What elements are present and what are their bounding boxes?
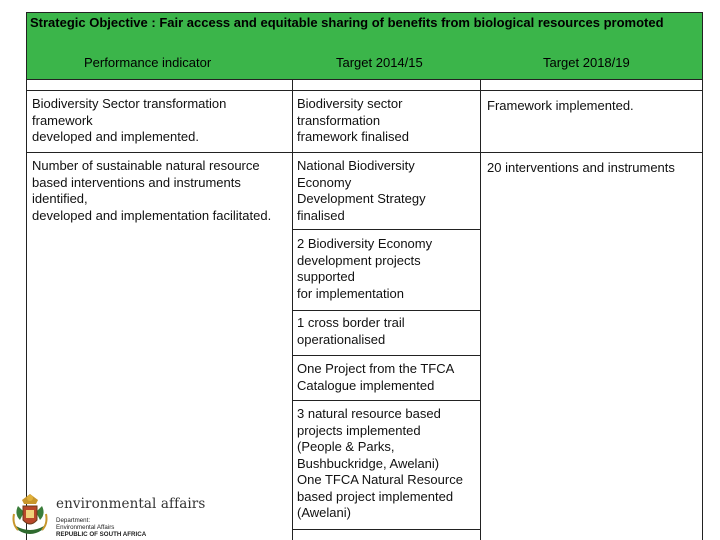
row-divider-header <box>26 90 703 91</box>
logo-line-country: REPUBLIC OF SOUTH AFRICA <box>56 531 147 538</box>
sub-target-1: 2 Biodiversity Economy development projects supported for implementation <box>297 236 433 301</box>
row2-target-2014: National Biodiversity Economy Development Strategy finalised <box>297 158 426 223</box>
header-target-2014: Target 2014/15 <box>336 55 423 70</box>
logo-wordmark: environmental affairs <box>56 496 206 512</box>
row1-target-2018: Framework implemented. <box>487 98 634 113</box>
sub-target-3: One Project from the TFCA Catalogue implemented <box>297 361 455 393</box>
table-border-left <box>26 12 27 540</box>
row1-target-2014: Biodiversity sector transformation framework finalised <box>297 96 409 144</box>
department-logo <box>8 490 206 540</box>
subrow-divider-4 <box>292 400 481 401</box>
row2-target-2018: 20 interventions and instruments <box>487 160 675 175</box>
sub-target-2: 1 cross border trail operationalised <box>297 315 405 347</box>
subrow-divider-5 <box>292 529 481 530</box>
subrow-divider-3 <box>292 355 481 356</box>
header-performance-indicator: Performance indicator <box>84 55 212 70</box>
strategic-objective: Strategic Objective : Fair access and equitable sharing of benefits from biological resources promoted <box>30 15 664 30</box>
subrow-divider-1 <box>292 229 481 230</box>
row1-indicator: Biodiversity Sector transformation framework developed and implemented. <box>32 96 227 144</box>
logo-line-env: Environmental Affairs <box>56 524 115 531</box>
subrow-divider-2 <box>292 310 481 311</box>
table-border-right <box>702 12 703 540</box>
coat-of-arms-icon <box>10 490 50 540</box>
row2-indicator: Number of sustainable natural resource based interventions and instruments identified, developed and implementation facilitated. <box>32 158 272 223</box>
sub-target-4: 3 natural resource based projects implemented (People & Parks, Bushbuckridge, Awelani) One TFCA Natural Resource based project implemented (Awelani) <box>297 406 463 520</box>
logo-line-department: Department: <box>56 517 91 524</box>
header-target-2018: Target 2018/19 <box>543 55 630 70</box>
row-divider-1 <box>26 152 703 153</box>
